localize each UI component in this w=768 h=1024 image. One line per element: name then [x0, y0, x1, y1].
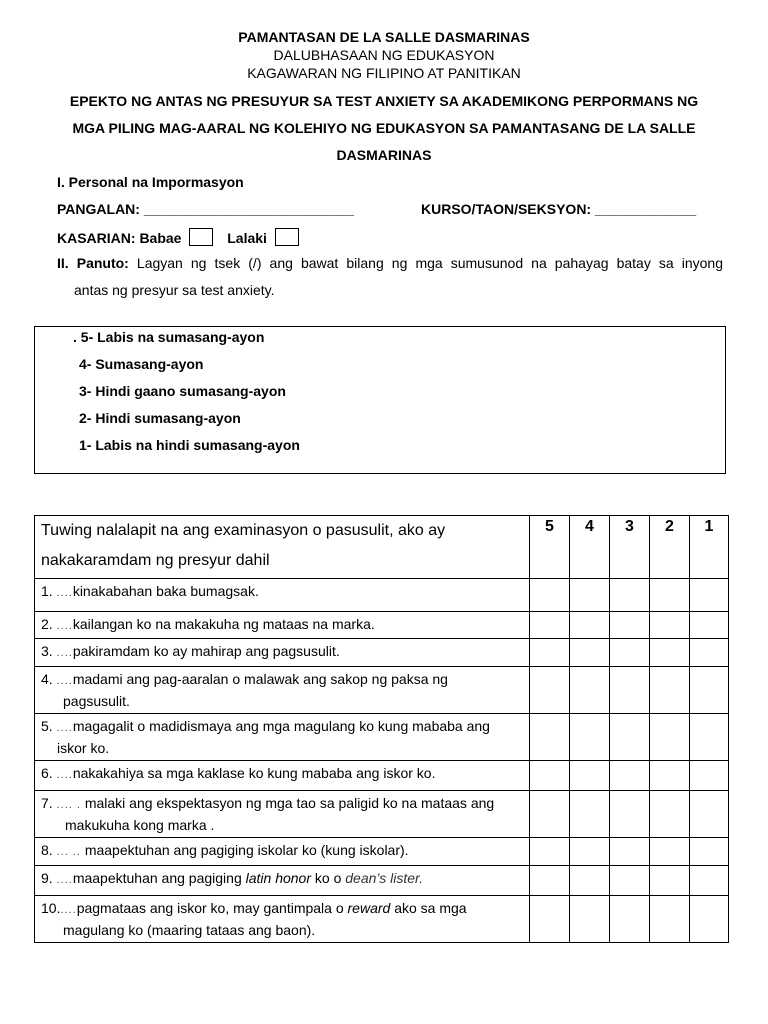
- rating-cell-5[interactable]: [530, 791, 570, 838]
- row-number: 6.: [41, 765, 53, 781]
- rating-cell-3[interactable]: [610, 838, 650, 866]
- row-text: maapektuhan ang pagiging iskolar ko (kung iskolar).: [84, 842, 409, 858]
- legend-item-5: . 5- Labis na sumasang-ayon: [73, 329, 265, 345]
- rating-cell-4[interactable]: [570, 838, 610, 866]
- department-name: KAGAWARAN NG FILIPINO AT PANITIKAN: [247, 65, 521, 81]
- row-text: madami ang pag-aaralan o malawak ang sakop ng paksa ng: [72, 671, 448, 687]
- statement-3: [35, 639, 530, 667]
- sex-label-female: KASARIAN: Babae: [57, 230, 182, 246]
- rating-cell-2[interactable]: [650, 639, 690, 667]
- scale-header-1: 1: [690, 516, 729, 579]
- scale-header-2: 2: [650, 516, 690, 579]
- table-row: [35, 838, 729, 866]
- legend-item-3: 3- Hindi gaano sumasang-ayon: [79, 383, 286, 399]
- scale-header-4: 4: [570, 516, 610, 579]
- rating-cell-4[interactable]: [570, 639, 610, 667]
- row-text: magagalit o madidismaya ang mga magulang ko kung mababa ang: [72, 718, 490, 734]
- row-text-italic-latin-honor: latin honor: [245, 870, 312, 886]
- sex-label-male: Lalaki: [227, 230, 267, 246]
- rating-cell-1[interactable]: [690, 896, 729, 943]
- row-number: 2.: [41, 616, 53, 632]
- statement-1: [35, 579, 530, 612]
- university-name: PAMANTASAN DE LA SALLE DASMARINAS: [238, 29, 530, 45]
- rating-cell-2[interactable]: [650, 579, 690, 612]
- instruction-text-1: Lagyan ng tsek (/) ang bawat bilang ng mga sumusunod na pahayag batay sa inyong: [136, 255, 723, 271]
- row-number: 9.: [41, 870, 53, 886]
- row-number: 3.: [41, 643, 53, 659]
- row-text-continued: pagsusulit.: [63, 693, 130, 709]
- row-dots: ....: [56, 675, 73, 687]
- male-checkbox[interactable]: [275, 228, 299, 246]
- rating-cell-3[interactable]: [610, 612, 650, 639]
- row-dots: ....: [56, 722, 73, 734]
- title-line-1: EPEKTO NG ANTAS NG PRESUYUR SA TEST ANXIETY SA AKADEMIKONG PERPORMANS NG: [69, 93, 699, 109]
- rating-cell-2[interactable]: [650, 612, 690, 639]
- row-text: kailangan ko na makakuha ng mataas na marka.: [72, 616, 375, 632]
- table-row: [35, 639, 729, 667]
- rating-cell-2[interactable]: [650, 791, 690, 838]
- row-dots: ....: [56, 769, 73, 781]
- rating-cell-5[interactable]: [530, 639, 570, 667]
- row-text: pagmataas ang iskor ko, may gantimpala o: [76, 900, 348, 916]
- row-dots: ... ..: [56, 846, 81, 858]
- row-text: nakakahiya sa mga kaklase ko kung mababa ang iskor ko.: [72, 765, 436, 781]
- college-name: DALUBHASAAN NG EDUKASYON: [273, 47, 495, 63]
- row-number: 5.: [41, 718, 53, 734]
- table-header-row: [35, 516, 729, 579]
- statement-8: [35, 838, 530, 866]
- legend-item-4: 4- Sumasang-ayon: [79, 356, 204, 372]
- table-header-line-1: Tuwing nalalapit na ang examinasyon o pasusulit, ako ay: [41, 522, 446, 539]
- rating-cell-2[interactable]: [650, 896, 690, 943]
- section1-heading: I. Personal na Impormasyon: [57, 174, 244, 190]
- rating-legend-box: [34, 326, 726, 474]
- rating-cell-1[interactable]: [690, 791, 729, 838]
- table-row: [35, 714, 729, 761]
- table-row: [35, 579, 729, 612]
- rating-cell-4[interactable]: [570, 791, 610, 838]
- rating-cell-1[interactable]: [690, 714, 729, 761]
- rating-cell-5[interactable]: [530, 714, 570, 761]
- row-text-italic-reward: reward: [347, 900, 391, 916]
- rating-cell-3[interactable]: [610, 791, 650, 838]
- rating-cell-4[interactable]: [570, 612, 610, 639]
- row-text-continued: iskor ko.: [57, 740, 110, 756]
- rating-cell-4[interactable]: [570, 761, 610, 791]
- rating-cell-3[interactable]: [610, 866, 650, 896]
- rating-cell-4[interactable]: [570, 866, 610, 896]
- instruction-line-2: antas ng presyur sa test anxiety.: [74, 282, 275, 298]
- row-text: malaki ang ekspektasyon ng mga tao sa paligid ko na mataas ang: [84, 795, 495, 811]
- row-dots: ....: [56, 587, 73, 599]
- table-row: [35, 612, 729, 639]
- row-dots: ....: [60, 904, 77, 916]
- title-line-2: MGA PILING MAG-AARAL NG KOLEHIYO NG EDUKASYON SA PAMANTASANG DE LA SALLE: [72, 120, 696, 136]
- table-header-line-2: nakakaramdam ng presyur dahil: [41, 552, 270, 569]
- table-header-statement: [35, 516, 530, 579]
- rating-cell-3[interactable]: [610, 896, 650, 943]
- rating-cell-1[interactable]: [690, 838, 729, 866]
- legend-item-1: 1- Labis na hindi sumasang-ayon: [79, 437, 300, 453]
- row-dots: ....: [56, 647, 73, 659]
- rating-cell-3[interactable]: [610, 667, 650, 714]
- rating-cell-5[interactable]: [530, 667, 570, 714]
- row-dots: ....: [56, 620, 73, 632]
- statement-6: [35, 761, 530, 791]
- rating-cell-2[interactable]: [650, 761, 690, 791]
- statement-7: [35, 791, 530, 838]
- rating-cell-5[interactable]: [530, 612, 570, 639]
- row-number: 4.: [41, 671, 53, 687]
- rating-cell-3[interactable]: [610, 714, 650, 761]
- rating-cell-5[interactable]: [530, 866, 570, 896]
- rating-cell-2[interactable]: [650, 866, 690, 896]
- row-text: maapektuhan ang pagiging: [72, 870, 246, 886]
- rating-cell-1[interactable]: [690, 667, 729, 714]
- row-text-italic-deans-lister: dean’s lister.: [345, 870, 424, 886]
- row-number: 7.: [41, 795, 53, 811]
- row-text-tail: ako sa mga: [390, 900, 467, 916]
- rating-cell-2[interactable]: [650, 714, 690, 761]
- rating-cell-1[interactable]: [690, 612, 729, 639]
- name-field-label: PANGALAN: ___________________________: [57, 201, 355, 217]
- row-text-continued: magulang ko (maaring tataas ang baon).: [63, 922, 316, 938]
- statement-9: [35, 866, 530, 896]
- instruction-line-1: [57, 255, 723, 271]
- title-line-3: DASMARINAS: [336, 147, 432, 163]
- rating-cell-4[interactable]: [570, 896, 610, 943]
- scale-header-3: 3: [610, 516, 650, 579]
- rating-cell-2[interactable]: [650, 667, 690, 714]
- rating-cell-5[interactable]: [530, 579, 570, 612]
- row-text-continued: makukuha kong marka .: [65, 817, 215, 833]
- rating-cell-5[interactable]: [530, 896, 570, 943]
- row-number: 10.: [41, 900, 61, 916]
- rating-cell-3[interactable]: [610, 761, 650, 791]
- statement-2: [35, 612, 530, 639]
- table-row: [35, 896, 729, 943]
- table-row: [35, 791, 729, 838]
- statement-10: [35, 896, 530, 943]
- rating-cell-5[interactable]: [530, 761, 570, 791]
- questionnaire-table: [34, 515, 729, 943]
- rating-cell-1[interactable]: [690, 866, 729, 896]
- course-field-label: KURSO/TAON/SEKSYON: _____________: [421, 201, 697, 217]
- row-number: 8.: [41, 842, 53, 858]
- statement-4: [35, 667, 530, 714]
- rating-cell-1[interactable]: [690, 639, 729, 667]
- rating-cell-4[interactable]: [570, 667, 610, 714]
- row-text-connector: ko o: [311, 870, 346, 886]
- row-number: 1.: [41, 583, 53, 599]
- row-dots: ....: [56, 874, 73, 886]
- section2-heading: II. Panuto:: [57, 255, 129, 271]
- row-text: pakiramdam ko ay mahirap ang pagsusulit.: [72, 643, 340, 659]
- rating-cell-1[interactable]: [690, 761, 729, 791]
- rating-cell-2[interactable]: [650, 838, 690, 866]
- rating-cell-1[interactable]: [690, 579, 729, 612]
- statement-5: [35, 714, 530, 761]
- table-row: [35, 866, 729, 896]
- rating-cell-3[interactable]: [610, 579, 650, 612]
- rating-cell-3[interactable]: [610, 639, 650, 667]
- scale-header-5: 5: [530, 516, 570, 579]
- legend-item-2: 2- Hindi sumasang-ayon: [79, 410, 241, 426]
- rating-cell-4[interactable]: [570, 579, 610, 612]
- rating-cell-5[interactable]: [530, 838, 570, 866]
- table-row: [35, 667, 729, 714]
- row-text: kinakabahan baka bumagsak.: [72, 583, 259, 599]
- female-checkbox[interactable]: [189, 228, 213, 246]
- table-row: [35, 761, 729, 791]
- sex-field: [57, 228, 299, 246]
- rating-cell-4[interactable]: [570, 714, 610, 761]
- row-dots: .... .: [56, 799, 81, 811]
